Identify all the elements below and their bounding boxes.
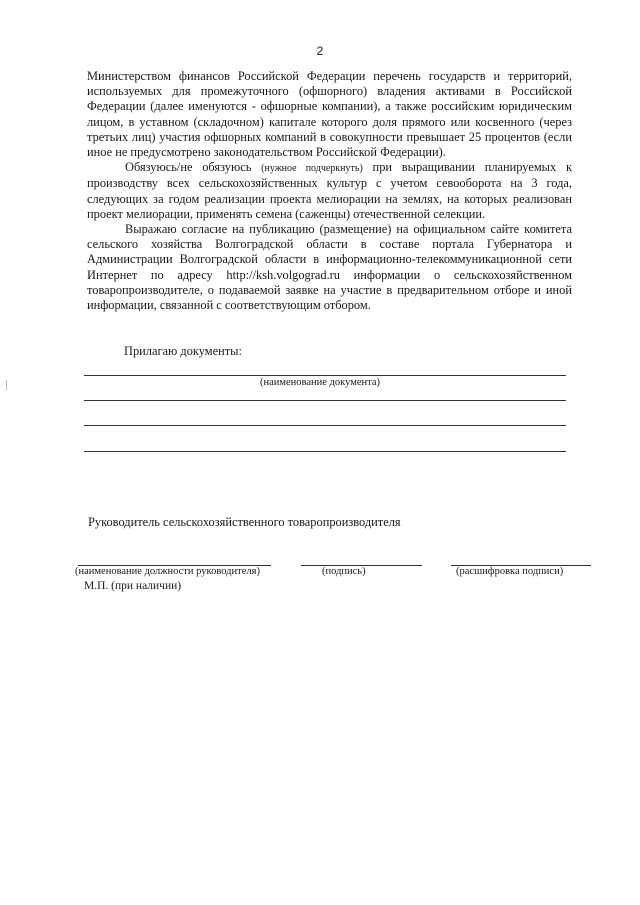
paragraph-obligation: [87, 160, 572, 222]
attachment-line-4: [84, 451, 566, 452]
paragraph-consent: Выражаю согласие на публикацию (размещение) на официальном сайте комитета сельского хозяйства Волгоградской области в составе портала Губернатора и Администрации Волгоградской области в информационно-телекоммуникационной сети Интернет по адресу http://ksh.volgograd.ru информации о сельскохозяйственном товаропроизводителе, о подаваемой заявке на участие в предварительном отборе и иной информации, связанной с соответствующим отбором.: [87, 222, 572, 313]
decode-caption: (расшифровка подписи): [456, 566, 564, 577]
paragraph-offshore: Министерством финансов Российской Федерации перечень государств и территорий, используемых для промежуточного (офшорного) владения активами в Российской Федерации (далее именуются - офшорные компании), а также российским юридическим лицом, в уставном (складочном) капитале которого доля прямого или косвенного (через третьих лиц) участия офшорных компаний в совокупности превышает 25 процентов (если иное не предусмотрено законодательством Российской Федерации).: [87, 69, 572, 160]
scan-margin-mark: [6, 380, 9, 390]
attachment-line-3: [84, 425, 566, 426]
signature-title: Руководитель сельскохозяйственного товаропроизводителя: [88, 515, 401, 529]
attachment-line-1: [84, 375, 566, 376]
attachment-line-2: [84, 400, 566, 401]
obligation-rest: при выращивании планируемых к производству всех сельскохозяйственных культур с учетом севооборота на 3 года, следующих за годом реализации проекта мелиорации на землях, на которых реализован проект мелиорации, применять семена (саженцы) отечественной селекции.: [87, 160, 572, 221]
document-body: [87, 69, 572, 313]
attachment-caption: (наименование документа): [259, 377, 381, 388]
signature-caption: (подпись): [322, 566, 366, 577]
attachments-label: Прилагаю документы:: [124, 344, 242, 358]
position-caption: (наименование должности руководителя): [75, 566, 260, 577]
obligation-lead: Обязуюсь/не обязуюсь: [125, 160, 262, 175]
stamp-note: М.П. (при наличии): [84, 580, 182, 592]
page-number: 2: [316, 44, 324, 58]
obligation-note: (нужное подчеркнуть): [261, 163, 363, 175]
